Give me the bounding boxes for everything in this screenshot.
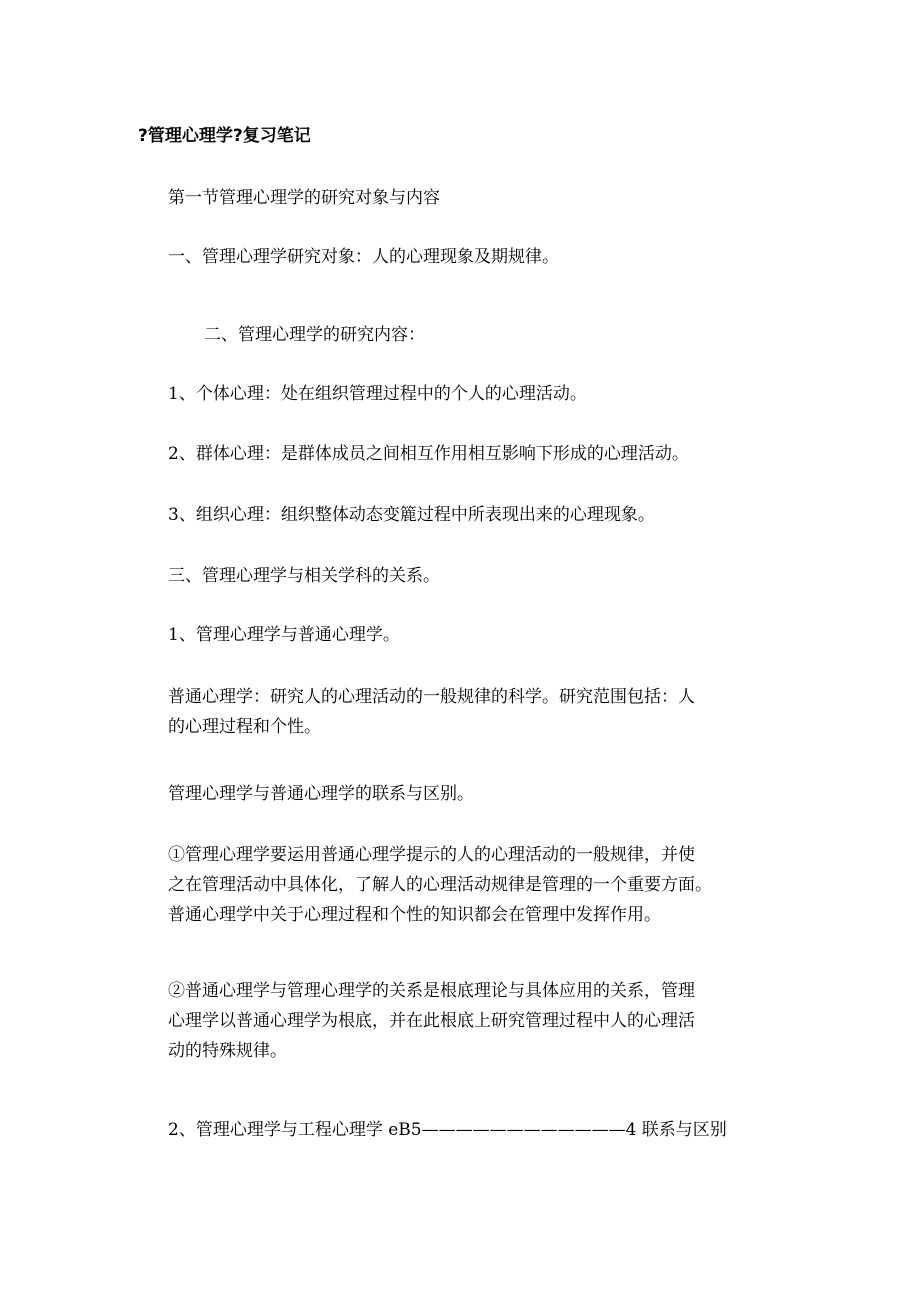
text-line: 普通心理学：研究人的心理活动的一般规律的科学。研究范围包括：人 xyxy=(168,687,695,707)
section-heading: 第一节管理心理学的研究对象与内容 xyxy=(168,188,440,208)
paragraph-general-psychology-definition xyxy=(168,682,768,742)
text-line: ②普通心理学与管理心理学的关系是根底理论与具体应用的关系，管理 xyxy=(168,981,695,1001)
paragraph-research-content-heading: 二、管理心理学的研究内容： xyxy=(204,325,425,345)
text-line: 的心理过程和个性。 xyxy=(168,717,321,737)
paragraph-engineering-psychology: 2、管理心理学与工程心理学 eB5————————————4 联系与区别 xyxy=(168,1120,727,1140)
paragraph-organization-psychology: 3、组织心理：组织整体动态变簏过程中所表现出来的心理现象。 xyxy=(168,505,655,525)
paragraph-relation-and-difference: 管理心理学与普通心理学的联系与区别。 xyxy=(168,784,474,804)
paragraph-individual-psychology: 1、个体心理：处在组织管理过程中的个人的心理活动。 xyxy=(168,384,587,404)
text-line: 动的特殊规律。 xyxy=(168,1041,287,1061)
paragraph-related-disciplines: 三、管理心理学与相关学科的关系。 xyxy=(168,566,440,586)
text-line: 之在管理活动中具体化，了解人的心理活动规律是管理的一个重要方面。 xyxy=(168,875,712,895)
paragraph-group-psychology: 2、群体心理：是群体成员之间相互作用相互影响下形成的心理活动。 xyxy=(168,444,689,464)
document-title: ?管理心理学?复习笔记 xyxy=(138,126,311,146)
paragraph-research-object: 一、管理心理学研究对象：人的心理现象及期规律。 xyxy=(168,247,559,267)
paragraph-general-psychology-heading: 1、管理心理学与普通心理学。 xyxy=(168,625,400,645)
paragraph-point-two xyxy=(168,976,768,1066)
text-line: 心理学以普通心理学为根底，并在此根底上研究管理过程中人的心理活 xyxy=(168,1011,695,1031)
text-line: ①管理心理学要运用普通心理学提示的人的心理活动的一般规律，并使 xyxy=(168,845,695,865)
text-line: 普通心理学中关于心理过程和个性的知识都会在管理中发挥作用。 xyxy=(168,905,661,925)
paragraph-point-one xyxy=(168,840,768,930)
